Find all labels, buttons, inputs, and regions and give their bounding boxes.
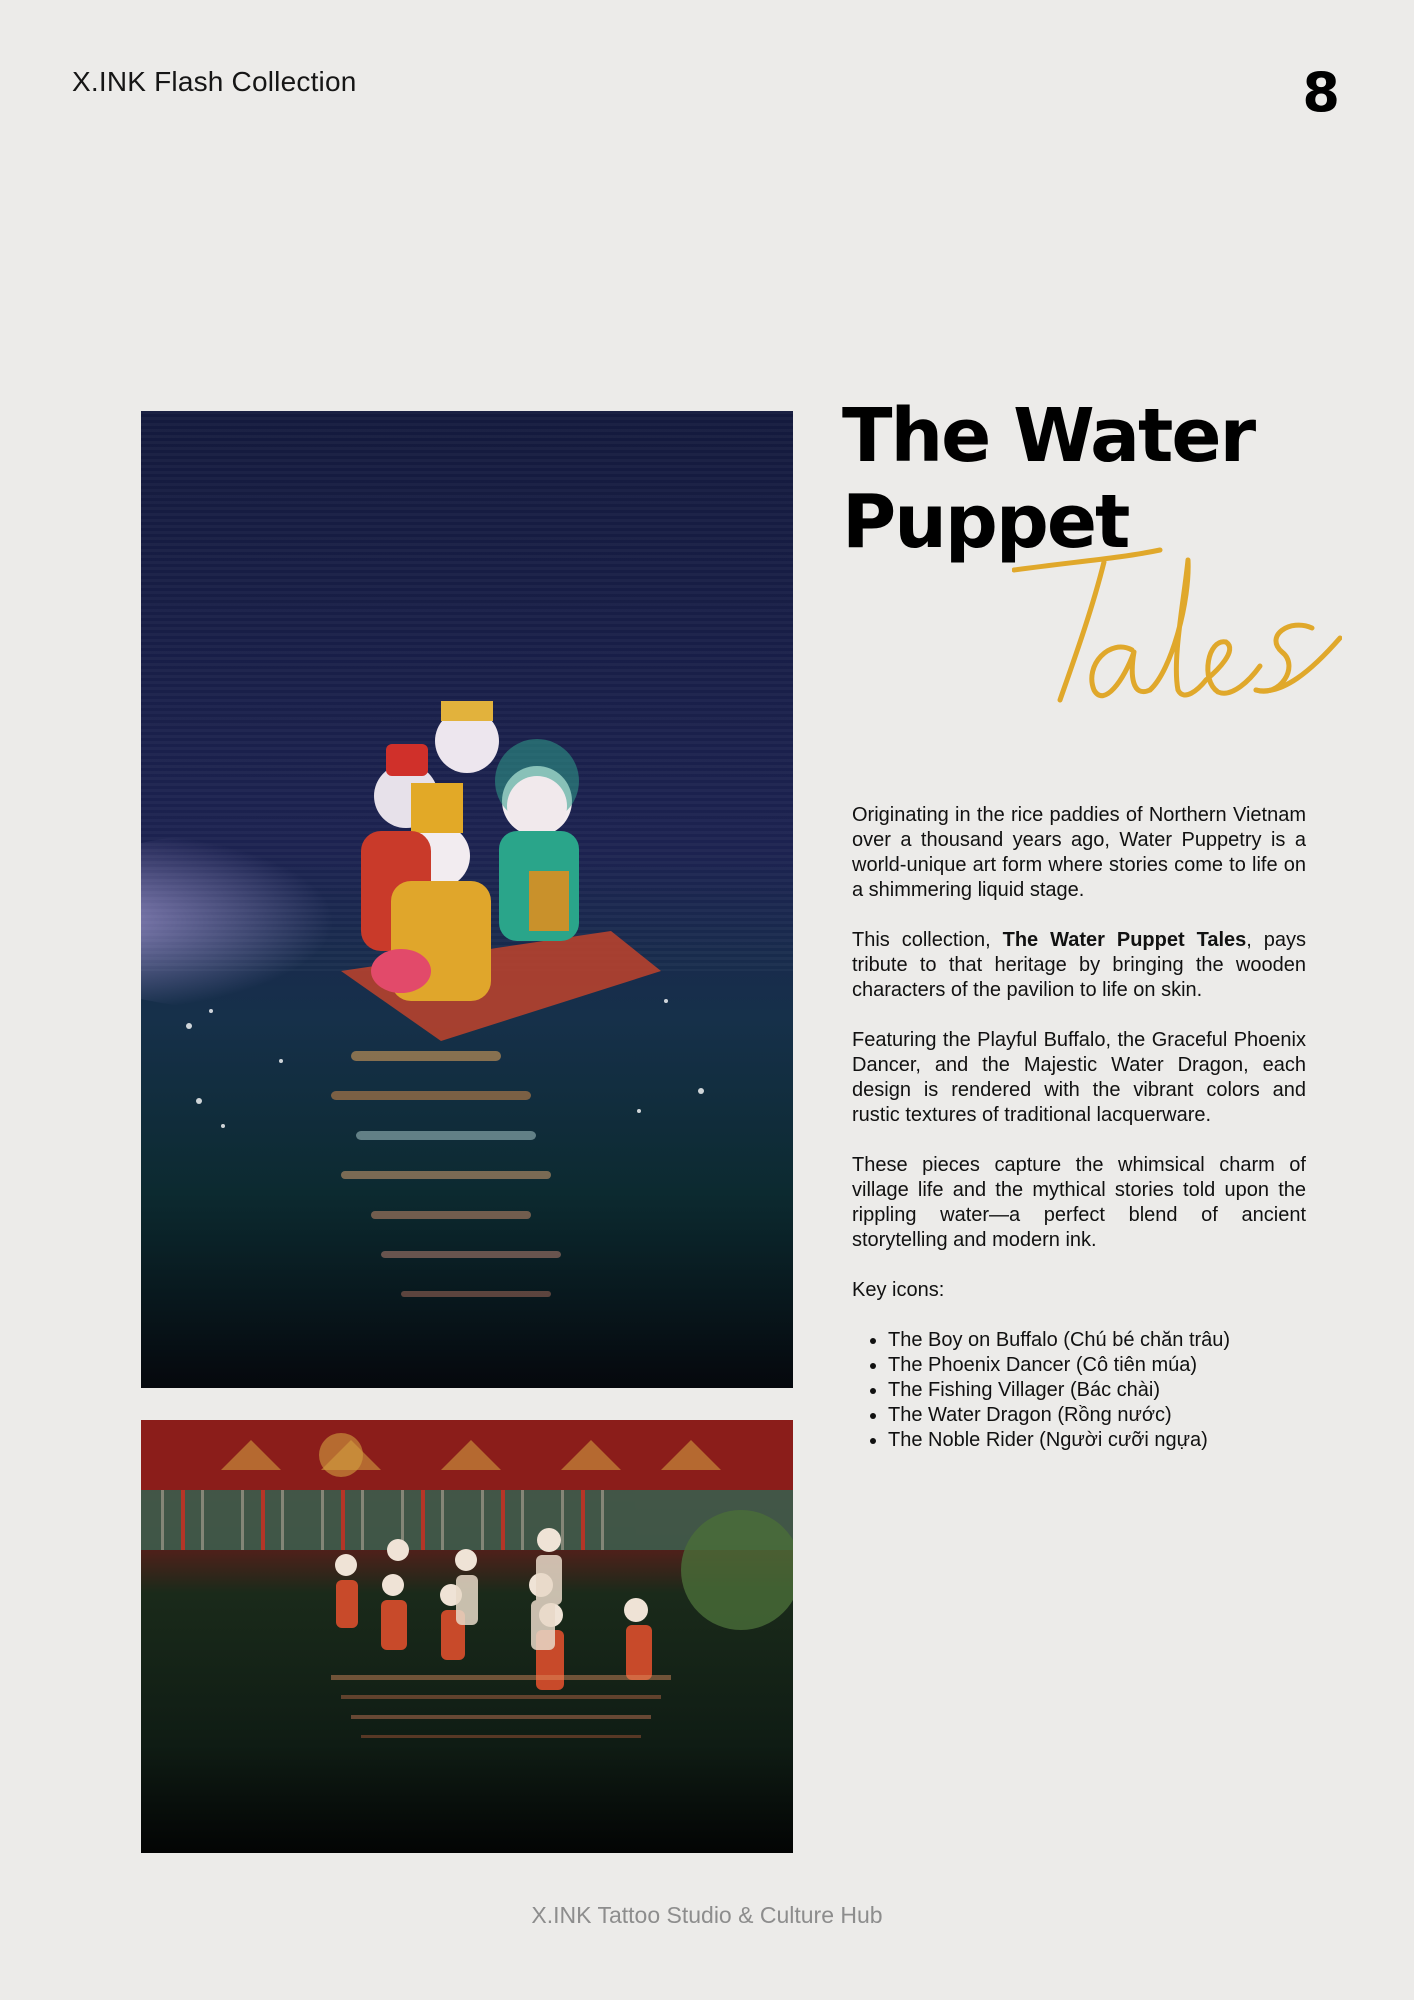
collection-title: X.INK Flash Collection (72, 66, 357, 97)
body-copy (852, 803, 1306, 1453)
features-paragraph: Featuring the Playful Buffalo, the Graceful Phoenix Dancer, and the Majestic Water Dragon, each design is rendered with the vibrant colors and rustic textures of traditional lacquerware. (852, 1029, 1306, 1126)
charm-paragraph: These pieces capture the whimsical charm of village life and the mythical stories told upon the rippling water—a perfect blend of ancient storytelling and modern ink. (852, 1154, 1306, 1251)
intro-paragraph: Originating in the rice paddies of Northern Vietnam over a thousand years ago, Water Puppetry is a world-unique art form where stories come to life on a shimmering liquid stage. (852, 804, 1306, 901)
key-icons-label: Key icons: (852, 1279, 945, 1301)
heading-line-1: The Water (842, 393, 1255, 479)
script-word-tales (1012, 540, 1342, 715)
collection-paragraph-post: , pays tribute to that heritage by bringing the wooden characters of the pavilion to life on skin. (852, 929, 1306, 1001)
collection-paragraph-pre: This collection, (852, 929, 1003, 951)
water-puppet-troupe-photo (141, 1420, 793, 1853)
page-number: 8 (1302, 61, 1340, 124)
collection-paragraph (852, 928, 1306, 1003)
list-item: • The Water Dragon (Rồng nước) (888, 1403, 1306, 1428)
water-puppet-boat-photo (141, 411, 793, 1388)
footer-credit: X.INK Tattoo Studio & Culture Hub (531, 1902, 883, 1928)
heading-line-2: Puppet (842, 479, 1129, 565)
collection-name-bold: The Water Puppet Tales (1002, 929, 1247, 951)
list-item: • The Phoenix Dancer (Cô tiên múa) (888, 1353, 1306, 1378)
list-item: • The Boy on Buffalo (Chú bé chăn trâu) (888, 1328, 1306, 1353)
key-icons-list (852, 1328, 1306, 1453)
list-item: • The Noble Rider (Người cưỡi ngựa) (888, 1428, 1306, 1453)
list-item: • The Fishing Villager (Bác chài) (888, 1378, 1306, 1403)
